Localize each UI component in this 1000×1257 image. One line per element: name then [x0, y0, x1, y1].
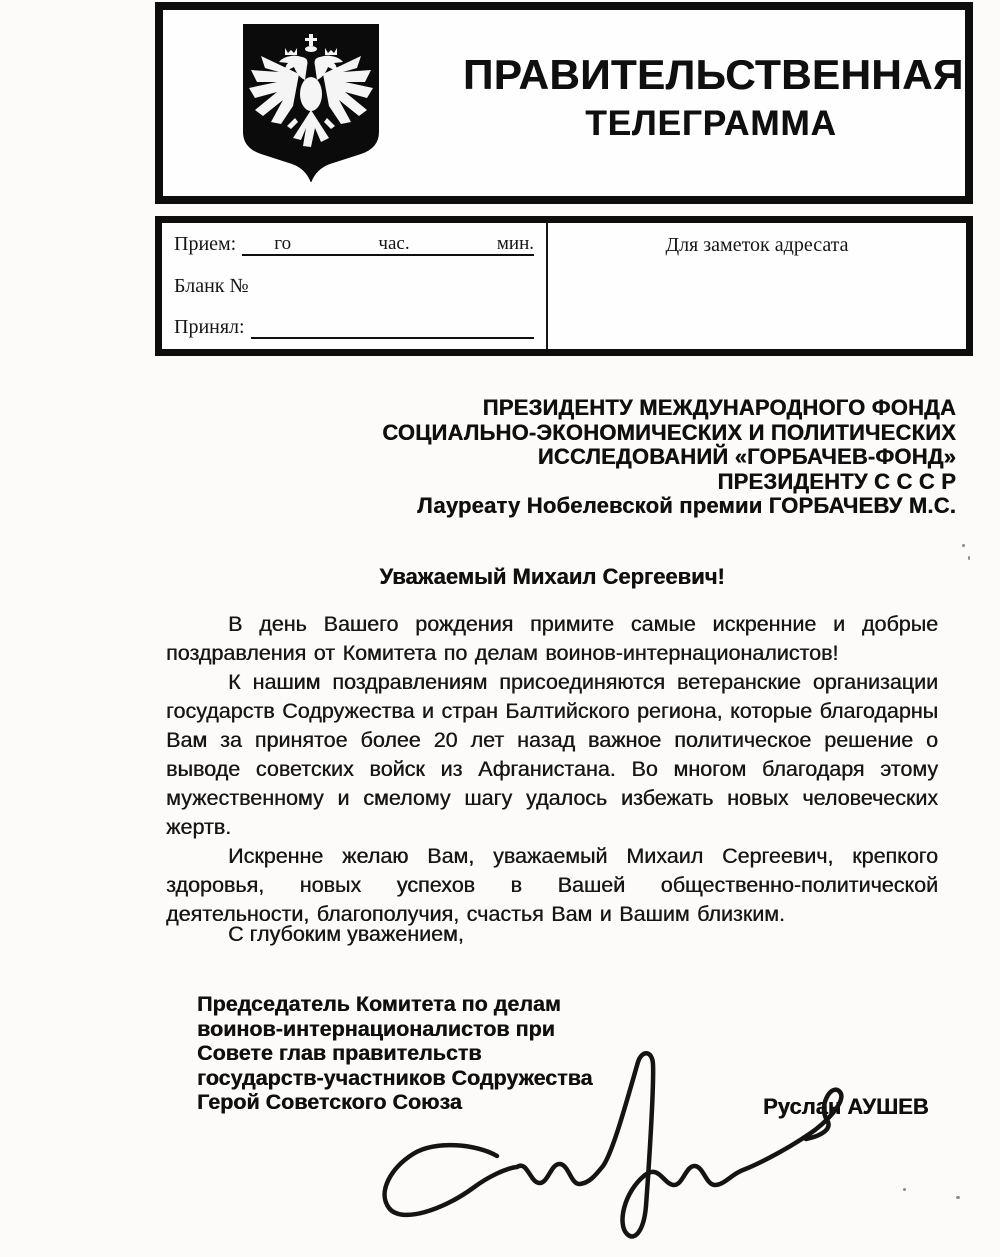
priem-unit-go: го	[274, 233, 292, 255]
blank-number-label: Бланк №	[174, 274, 249, 297]
signatory-title-line: Совете глав правительств	[197, 1041, 482, 1065]
signatory-title-line: Председатель Комитета по делам	[197, 992, 561, 1016]
scan-speck	[968, 556, 970, 560]
letter-paragraph: К нашим поздравлениям присоединяются ветеранские организации государств Содружества и стран Балтийского региона, которые благодарны Вам за принятое более 20 лет назад важное политическое решение о выводе советских войск из Афганистана. Во многом благодаря этому мужественному и смелому шагу удалось избежать новых человеческих жертв.	[166, 670, 938, 839]
addressee-line: ПРЕЗИДЕНТУ С С С Р	[717, 468, 956, 494]
signatory-title-line: воинов-интернационалистов при	[197, 1016, 555, 1041]
letter-body	[166, 610, 938, 929]
closing-line: С глубоким уважением,	[228, 922, 464, 946]
addressee-line: Лауреату Нобелевской премии ГОРБАЧЕВУ М.С.	[417, 493, 956, 518]
letter-paragraph: Искренне желаю Вам, уважаемый Михаил Сергеевич, крепкого здоровья, новых успехов в Вашей общественно-политической деятельности, благополучия, счастья Вам и Вашим близким.	[166, 844, 938, 926]
addressee-line: СОЦИАЛЬНО-ЭКОНОМИЧЕСКИХ И ПОЛИТИЧЕСКИХ	[382, 419, 956, 445]
government-telegram-header	[155, 2, 973, 204]
priem-row	[174, 233, 534, 256]
double-headed-eagle-shield-icon	[235, 22, 387, 187]
prinyal-blank-line	[251, 337, 534, 339]
signatory-title-line: государств-участников Содружества	[197, 1065, 593, 1090]
priem-blank-line	[242, 234, 534, 256]
reception-form-left-cell	[162, 223, 548, 349]
signatory-name: Руслан АУШЕВ	[763, 1094, 929, 1119]
prinyal-row	[174, 316, 534, 339]
priem-label: Прием:	[174, 233, 237, 255]
priem-unit-chas: час.	[378, 233, 410, 255]
addressee-block	[316, 396, 956, 519]
header-title-line1: ПРАВИТЕЛЬСТВЕННАЯ	[463, 51, 964, 98]
blank-number-row	[174, 275, 534, 298]
prinyal-label: Принял:	[174, 316, 245, 338]
addressee-line: ИССЛЕДОВАНИЙ «ГОРБАЧЕВ-ФОНД»	[537, 444, 956, 469]
letter-paragraph: В день Вашего рождения примите самые искренние и добрые поздравления от Комитета по делам воинов-интернационалистов!	[166, 612, 938, 665]
priem-unit-min: мин.	[496, 233, 535, 255]
scan-speck	[903, 1188, 906, 1191]
signatory-title-line: Герой Советского Союза	[197, 1090, 462, 1114]
reception-form	[155, 216, 973, 356]
scan-speck	[956, 1196, 960, 1199]
addressee-line: ПРЕЗИДЕНТУ МЕЖДУНАРОДНОГО ФОНДА	[482, 395, 956, 420]
notes-label: Для заметок адресата	[665, 234, 849, 256]
salutation: Уважаемый Михаил Сергеевич!	[379, 564, 725, 589]
scan-speck	[962, 544, 965, 547]
addressee-notes-cell	[548, 223, 966, 349]
handwritten-signature	[365, 1046, 875, 1256]
header-title-line2: ТЕЛЕГРАММА	[585, 104, 837, 144]
